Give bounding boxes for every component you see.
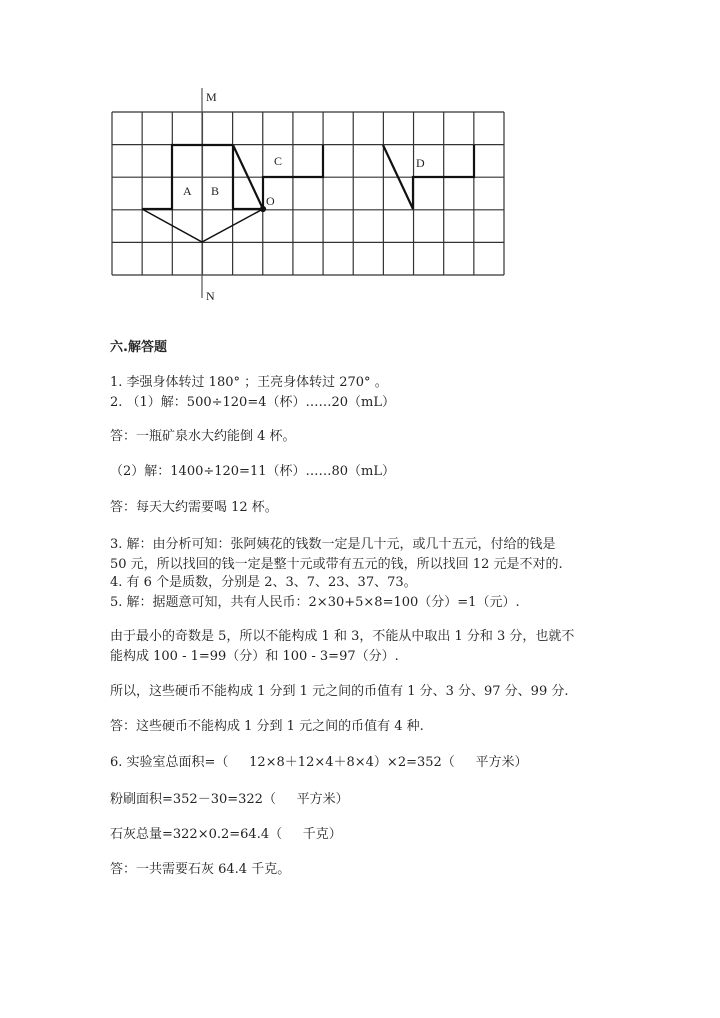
label-m: M	[206, 90, 217, 104]
answer-line: 所以，这些硬币不能构成 1 分到 1 元之间的币值有 1 分、3 分、97 分、99 分.	[110, 684, 569, 699]
answer-line: 3. 解：由分析可知：张阿姨花的钱数一定是几十元，或几十五元，付给的钱是	[110, 537, 556, 552]
answer-line: 粉刷面积=352－30=322（ 平方米）	[110, 792, 349, 807]
answer-line: 1. 李强身体转过 180° ；王亮身体转过 270° 。	[110, 375, 388, 390]
answer-line: 答：这些硬币不能构成 1 分到 1 元之间的币值有 4 种.	[110, 719, 424, 734]
answer-line: 由于最小的奇数是 5，所以不能构成 1 和 3，不能从中取出 1 分和 3 分，也就不	[110, 629, 575, 644]
answer-line: 答：每天大约需要喝 12 杯。	[110, 500, 278, 515]
answer-line: 6. 实验室总面积=（ 12×8＋12×4＋8×4）×2=352（ 平方米）	[110, 755, 528, 770]
answer-line: 能构成 100 - 1=99（分）和 100 - 3=97（分）.	[110, 649, 399, 664]
label-b: B	[211, 184, 220, 198]
label-c: C	[274, 154, 283, 168]
answer-line: 2. （1）解：500÷120=4（杯）……20（mL）	[110, 395, 395, 410]
answer-line: 答：一共需要石灰 64.4 千克。	[110, 862, 291, 877]
label-d: D	[416, 156, 425, 170]
label-n: N	[206, 289, 215, 303]
section-title: 六.解答题	[110, 340, 167, 355]
label-a: A	[183, 184, 192, 198]
answer-line: 50 元，所以找回的钱一定是整十元或带有五元的钱，所以找回 12 元是不对的.	[110, 557, 563, 572]
answer-line: 石灰总量=322×0.2=64.4（ 千克）	[110, 827, 342, 842]
answer-line: （2）解：1400÷120=11（杯）……80（mL）	[110, 464, 395, 479]
grid	[112, 112, 504, 275]
answer-line: 答：一瓶矿泉水大约能倒 4 杯。	[110, 429, 296, 444]
answer-line: 4. 有 6 个是质数，分别是 2、3、7、23、37、73。	[110, 575, 417, 590]
rotation-grid-figure	[0, 0, 720, 320]
point-o	[261, 207, 265, 211]
label-o: O	[266, 194, 275, 208]
answer-line: 5. 解：据题意可知，共有人民币：2×30+5×8=100（分）=1（元）.	[110, 595, 520, 610]
